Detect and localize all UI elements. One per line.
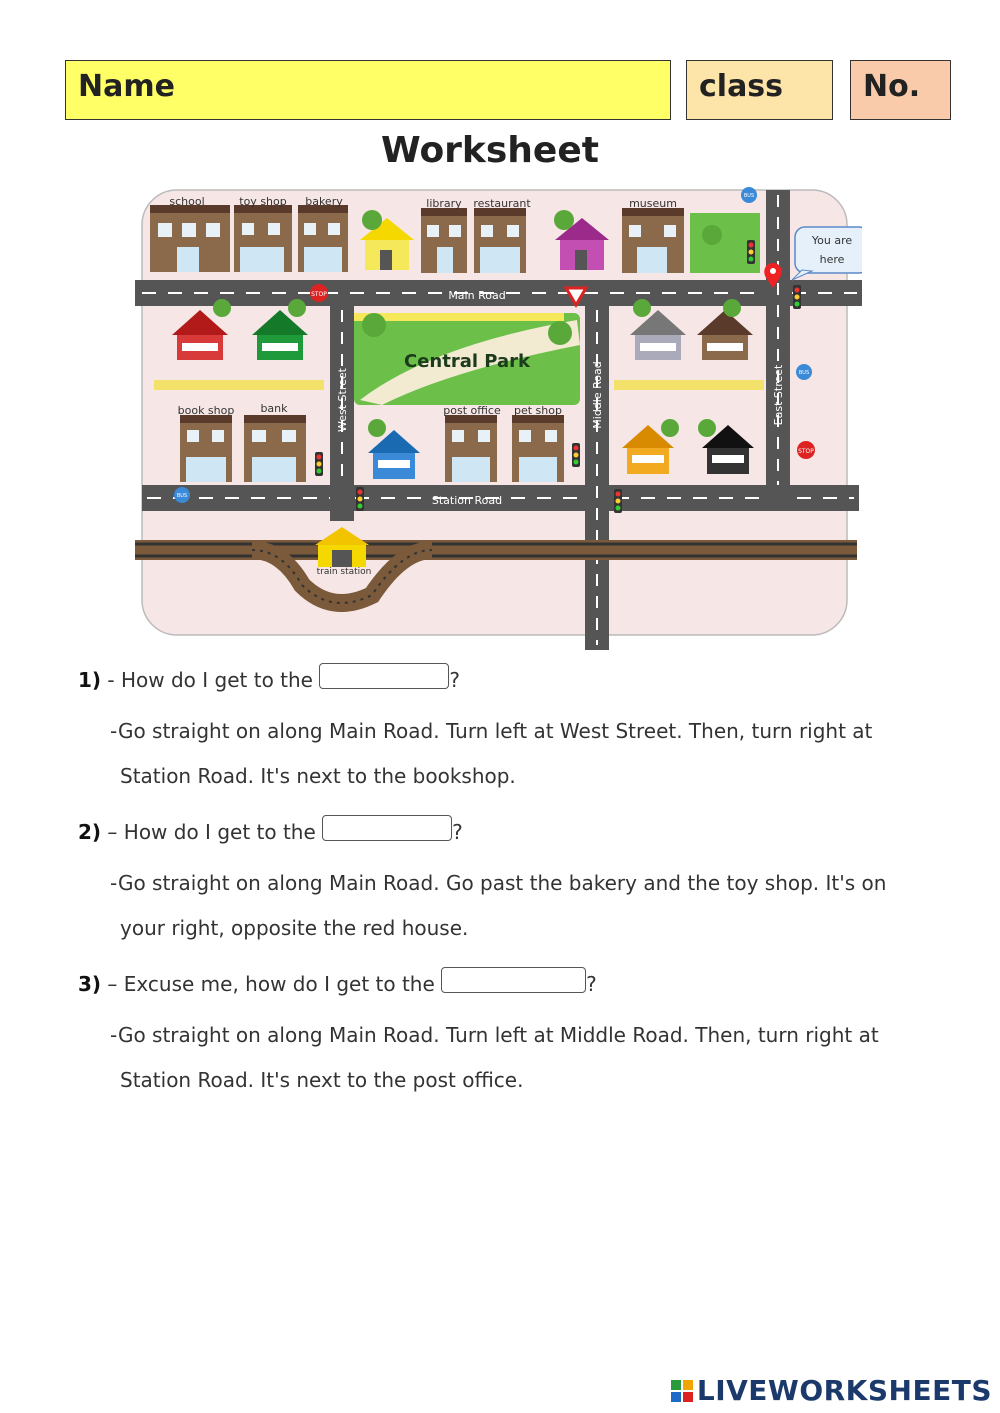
you-are-here-label: You are here bbox=[811, 234, 853, 266]
svg-text:BUS: BUS bbox=[798, 370, 810, 376]
liveworksheets-logo-icon bbox=[671, 1380, 693, 1402]
stop-sign-icon bbox=[310, 284, 328, 302]
answer-2-line-2: your right, opposite the red house. bbox=[120, 916, 469, 940]
bakery-label: bakery bbox=[305, 195, 343, 208]
restaurant-label: restaurant bbox=[473, 197, 531, 210]
west-street-label: West Street bbox=[336, 368, 349, 432]
question-1: 1) - How do I get to the ? bbox=[78, 668, 460, 695]
liveworksheets-logo bbox=[671, 1374, 992, 1407]
svg-text:STOP: STOP bbox=[798, 448, 814, 455]
library-label: library bbox=[426, 197, 462, 210]
answer-2-line-1: -Go straight on along Main Road. Go past the bakery and the toy shop. It's on bbox=[110, 871, 887, 895]
number-label: No. bbox=[863, 69, 921, 104]
answer-blank-3[interactable] bbox=[441, 967, 586, 993]
east-street-label: East Street bbox=[772, 364, 785, 426]
museum-building bbox=[622, 208, 684, 273]
post-office-label: post office bbox=[443, 404, 501, 417]
answer-blank-2[interactable] bbox=[322, 815, 452, 841]
answer-1-line-2: Station Road. It's next to the bookshop. bbox=[120, 764, 516, 788]
answer-3-line-1: -Go straight on along Main Road. Turn left at Middle Road. Then, turn right at bbox=[110, 1023, 879, 1047]
toy-shop-building bbox=[234, 205, 292, 272]
stop-sign-icon bbox=[797, 441, 815, 459]
hedge-right bbox=[614, 380, 764, 390]
park-fence bbox=[354, 313, 564, 321]
museum-label: museum bbox=[629, 197, 677, 210]
bank-label: bank bbox=[260, 402, 288, 415]
train-station-label: train station bbox=[316, 567, 372, 577]
school-label: school bbox=[169, 195, 205, 208]
svg-text:BUS: BUS bbox=[176, 493, 188, 499]
answer-3-line-2: Station Road. It's next to the post office. bbox=[120, 1068, 524, 1092]
answer-1-line-1: -Go straight on along Main Road. Turn left at West Street. Then, turn right at bbox=[110, 719, 873, 743]
town-map bbox=[132, 185, 862, 650]
brand-text: LIVEWORKSHEETS bbox=[696, 1374, 992, 1407]
name-field[interactable] bbox=[65, 60, 671, 120]
svg-text:BUS: BUS bbox=[743, 193, 755, 199]
post-office-building bbox=[445, 415, 497, 482]
park-label: Central Park bbox=[404, 351, 530, 372]
main-road-label: Main Road bbox=[448, 289, 506, 302]
svg-text:STOP: STOP bbox=[311, 291, 327, 298]
you-are-here-bubble bbox=[792, 227, 862, 280]
class-label: class bbox=[699, 69, 784, 104]
pet-shop-building bbox=[512, 415, 564, 482]
bakery-building bbox=[298, 205, 348, 272]
name-label: Name bbox=[78, 69, 175, 104]
pet-shop-label: pet shop bbox=[514, 404, 562, 417]
question-2: 2) – How do I get to the ? bbox=[78, 820, 463, 847]
answer-blank-1[interactable] bbox=[319, 663, 449, 689]
number-field[interactable] bbox=[850, 60, 951, 120]
page-title: Worksheet bbox=[381, 130, 599, 171]
bank-building bbox=[244, 415, 306, 482]
book-shop-label: book shop bbox=[177, 404, 235, 417]
restaurant-building bbox=[474, 208, 526, 273]
toy-shop-label: toy shop bbox=[239, 195, 287, 208]
library-building bbox=[421, 208, 467, 273]
question-3: 3) – Excuse me, how do I get to the ? bbox=[78, 972, 597, 999]
school-building bbox=[150, 205, 230, 272]
hedge-left bbox=[154, 380, 324, 390]
middle-road-label: Middle Road bbox=[591, 361, 604, 429]
book-shop-building bbox=[180, 415, 232, 482]
station-road-label: Station Road bbox=[431, 494, 503, 507]
class-field[interactable] bbox=[686, 60, 833, 120]
